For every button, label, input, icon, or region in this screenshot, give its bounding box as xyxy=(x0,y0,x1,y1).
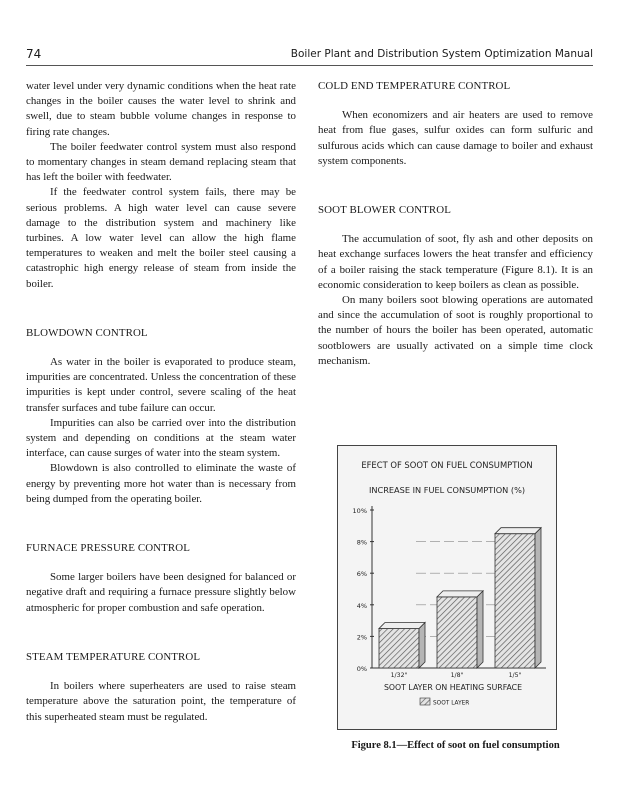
page-number: 74 xyxy=(26,47,42,61)
bar-side xyxy=(419,623,425,669)
figure-box xyxy=(337,445,557,730)
paragraph: Impurities can also be carried over into the distribution system and depending on conditions at the steam water interface, can cause surges of water into the steam system. xyxy=(26,416,296,460)
section-heading-blowdown: BLOWDOWN CONTROL xyxy=(26,326,148,339)
paragraph: In boilers where superheaters are used to raise steam temperature above the saturation point, the temperature of this superheated steam must be regulated. xyxy=(26,680,296,723)
paragraph: As water in the boiler is evaporated to produce steam, impurities are concentrated. Unless the concentration of these impurities is kept under control, severe scaling of the heat transfer surfaces and tube failure can occur. xyxy=(26,356,296,414)
paragraph: Blowdown is also controlled to eliminate the waste of energy by preventing more hot water than is necessary from being dumped from the operating boiler. xyxy=(26,462,296,505)
figure-caption: Figure 8.1—Effect of soot on fuel consumption xyxy=(351,740,560,751)
y-tick-label: 0% xyxy=(356,665,367,673)
x-tick-label: 1/32" xyxy=(390,672,408,679)
paragraph: Some larger boilers have been designed for balanced or negative draft and requiring a furnace pressure slightly below atmospheric for proper combustion and safe operation. xyxy=(26,571,296,614)
paragraph: On many boilers soot blowing operations are automated and since the accumulation of soot is roughly proportional to the number of hours the boiler has been operated, automatic sootblowers are usually activated on a simple time clock mechanism. xyxy=(318,294,593,367)
section-heading-cold-end: COLD END TEMPERATURE CONTROL xyxy=(318,80,511,92)
right-column xyxy=(318,79,593,369)
y-tick-label: 4% xyxy=(356,601,367,610)
y-tick-label: 10% xyxy=(352,507,367,515)
y-tick-label: 2% xyxy=(356,633,367,642)
paragraph: When economizers and air heaters are used to remove heat from flue gases, sulfur oxides can form sulfuric and sulfurous acids which can cause damage to boiler and exhaust system components. xyxy=(318,109,593,167)
x-tick-label: 1/5" xyxy=(508,672,522,679)
bar xyxy=(495,534,535,668)
y-tick-label: 8% xyxy=(356,538,367,547)
header-rule xyxy=(26,65,593,66)
bar-top xyxy=(379,623,425,629)
y-axis-label: INCREASE IN FUEL CONSUMPTION (%) xyxy=(368,485,526,495)
x-tick-label: 1/8" xyxy=(450,672,464,679)
section-heading-steam: STEAM TEMPERATURE CONTROL xyxy=(26,650,201,663)
paragraph: The boiler feedwater control system must also respond to momentary changes in steam demand replacing steam that has left the boiler with feedwater. xyxy=(26,140,296,184)
bar-side xyxy=(477,591,483,668)
paragraph: water level under very dynamic conditions when the heat rate changes in the boiler causes the water level to shrink and swell, due to steam bubble volume changes in response to firing rate changes. xyxy=(26,80,296,138)
section-heading-furnace: FURNACE PRESSURE CONTROL xyxy=(26,542,190,555)
bar xyxy=(437,597,477,668)
bar-side xyxy=(535,528,541,668)
bar-chart xyxy=(338,446,556,729)
bar-top xyxy=(437,591,483,597)
section-heading-soot: SOOT BLOWER CONTROL xyxy=(318,204,451,217)
chart-title: EFECT OF SOOT ON FUEL CONSUMPTION xyxy=(361,460,533,470)
paragraph: If the feedwater control system fails, there may be serious problems. A high water level can cause severe damage to the distribution system and machinery like turbines. A low water level can allow the high flame temperatures to weaken and melt the boiler steel causing a catastrophic high energy release of steam from inside the boiler. xyxy=(26,186,296,290)
y-tick-label: 6% xyxy=(356,570,367,579)
bar xyxy=(379,629,419,669)
left-column xyxy=(26,79,296,725)
running-title: Boiler Plant and Distribution System Optimization Manual xyxy=(290,48,593,60)
paragraph: The accumulation of soot, fly ash and other deposits on heat exchange surfaces lowers the heat transfer and efficiency of a boiler raising the stack temperature (Figure 8.1). It is an economic consideration to keep boilers as clean as possible. xyxy=(318,233,593,291)
bar-top xyxy=(495,528,541,534)
x-axis-label: SOOT LAYER ON HEATING SURFACE xyxy=(383,683,523,692)
legend-swatch xyxy=(420,698,430,705)
legend-label: SOOT LAYER xyxy=(433,700,470,707)
